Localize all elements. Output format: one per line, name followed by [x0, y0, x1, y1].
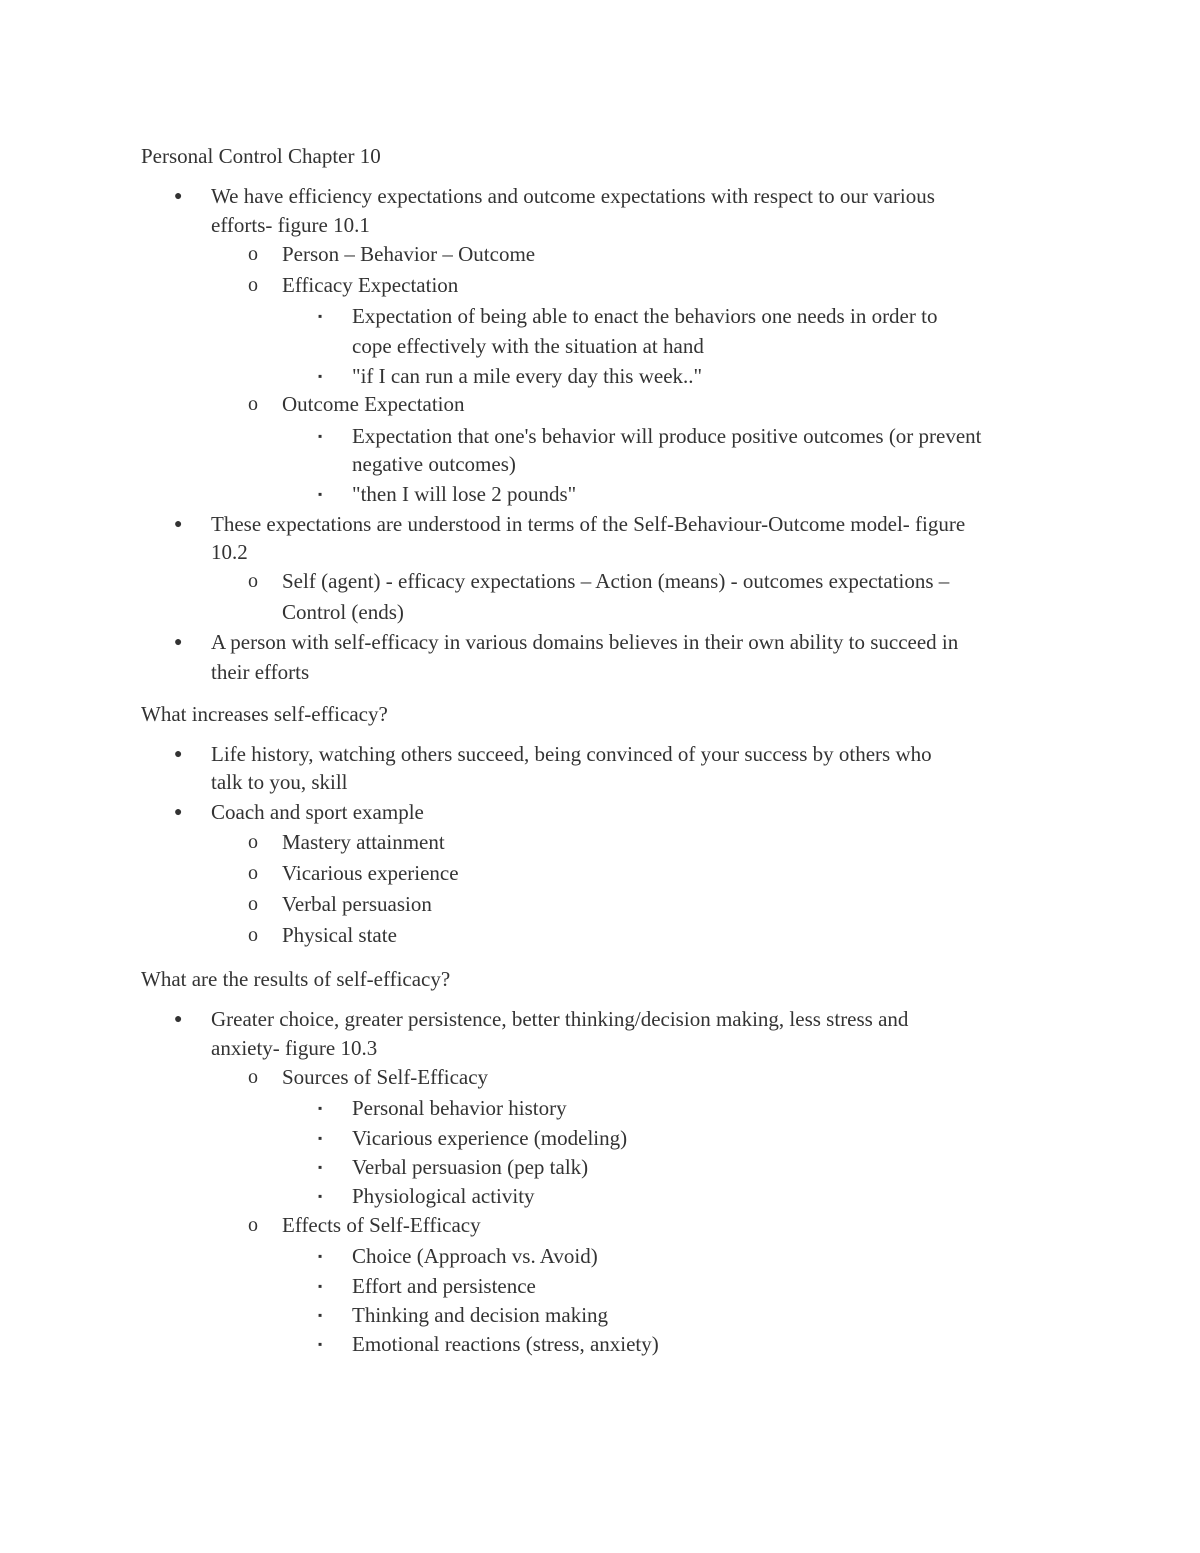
bullet-marker: ● — [174, 805, 183, 820]
list-item: Efficacy Expectation — [282, 273, 459, 297]
circle-marker: o — [248, 862, 258, 884]
circle-marker: o — [248, 393, 258, 415]
circle-marker: o — [248, 924, 258, 946]
list-item-continuation: cope effectively with the situation at hand — [352, 334, 704, 358]
bullet-marker: ● — [174, 635, 183, 650]
circle-marker: o — [248, 570, 258, 592]
list-item-continuation: 10.2 — [211, 540, 248, 564]
circle-marker: o — [248, 274, 258, 296]
square-marker: ▪ — [318, 1308, 323, 1322]
list-item-continuation: anxiety- figure 10.3 — [211, 1036, 378, 1060]
circle-marker: o — [248, 243, 258, 265]
circle-marker: o — [248, 1214, 258, 1236]
list-item: Choice (Approach vs. Avoid) — [352, 1244, 598, 1268]
list-item-continuation: their efforts — [211, 660, 310, 684]
square-marker: ▪ — [318, 1160, 323, 1174]
list-item: Personal behavior history — [352, 1096, 567, 1120]
list-item: Emotional reactions (stress, anxiety) — [352, 1332, 659, 1356]
list-item: Physical state — [282, 923, 397, 947]
list-item: Verbal persuasion — [282, 892, 432, 916]
page-title: Personal Control Chapter 10 — [141, 144, 381, 168]
circle-marker: o — [248, 831, 258, 853]
list-item-continuation: talk to you, skill — [211, 770, 348, 794]
list-item: Effort and persistence — [352, 1274, 536, 1298]
bullet-marker: ● — [174, 189, 183, 204]
list-item-continuation: Control (ends) — [282, 600, 404, 624]
square-marker: ▪ — [318, 1249, 323, 1263]
square-marker: ▪ — [318, 1279, 323, 1293]
list-item: Vicarious experience — [282, 861, 459, 885]
square-marker: ▪ — [318, 429, 323, 443]
square-marker: ▪ — [318, 369, 323, 383]
list-item: Coach and sport example — [211, 800, 424, 824]
square-marker: ▪ — [318, 309, 323, 323]
list-item: Greater choice, greater persistence, better thinking/decision making, less stress and — [211, 1007, 909, 1031]
circle-marker: o — [248, 893, 258, 915]
list-item: Expectation that one's behavior will produce positive outcomes (or prevent — [352, 424, 982, 448]
list-item: A person with self-efficacy in various domains believes in their own ability to succeed in — [211, 630, 959, 654]
list-item: "then I will lose 2 pounds" — [352, 482, 577, 506]
list-item: Life history, watching others succeed, being convinced of your success by others who — [211, 742, 932, 766]
square-marker: ▪ — [318, 1337, 323, 1351]
list-item: Self (agent) - efficacy expectations – Action (means) - outcomes expectations – — [282, 569, 950, 593]
circle-marker: o — [248, 1066, 258, 1088]
list-item: "if I can run a mile every day this week.." — [352, 364, 703, 388]
bullet-marker: ● — [174, 747, 183, 762]
bullet-marker: ● — [174, 1012, 183, 1027]
bullet-marker: ● — [174, 517, 183, 532]
square-marker: ▪ — [318, 1101, 323, 1115]
list-item: These expectations are understood in terms of the Self-Behaviour-Outcome model- figure — [211, 512, 966, 536]
list-item: Vicarious experience (modeling) — [352, 1126, 628, 1150]
list-item: Sources of Self-Efficacy — [282, 1065, 489, 1089]
list-item: Thinking and decision making — [352, 1303, 609, 1327]
list-item: Verbal persuasion (pep talk) — [352, 1155, 589, 1179]
square-marker: ▪ — [318, 487, 323, 501]
list-item: Physiological activity — [352, 1184, 535, 1208]
list-item-continuation: negative outcomes) — [352, 452, 516, 476]
list-item: Mastery attainment — [282, 830, 445, 854]
section-heading: What are the results of self-efficacy? — [141, 967, 451, 991]
list-item: Expectation of being able to enact the behaviors one needs in order to — [352, 304, 938, 328]
square-marker: ▪ — [318, 1189, 323, 1203]
list-item-continuation: efforts- figure 10.1 — [211, 213, 370, 237]
list-item: Person – Behavior – Outcome — [282, 242, 536, 266]
list-item: Outcome Expectation — [282, 392, 465, 416]
list-item: Effects of Self-Efficacy — [282, 1213, 481, 1237]
section-heading: What increases self-efficacy? — [141, 702, 388, 726]
square-marker: ▪ — [318, 1131, 323, 1145]
list-item: We have efficiency expectations and outcome expectations with respect to our various — [211, 184, 935, 208]
